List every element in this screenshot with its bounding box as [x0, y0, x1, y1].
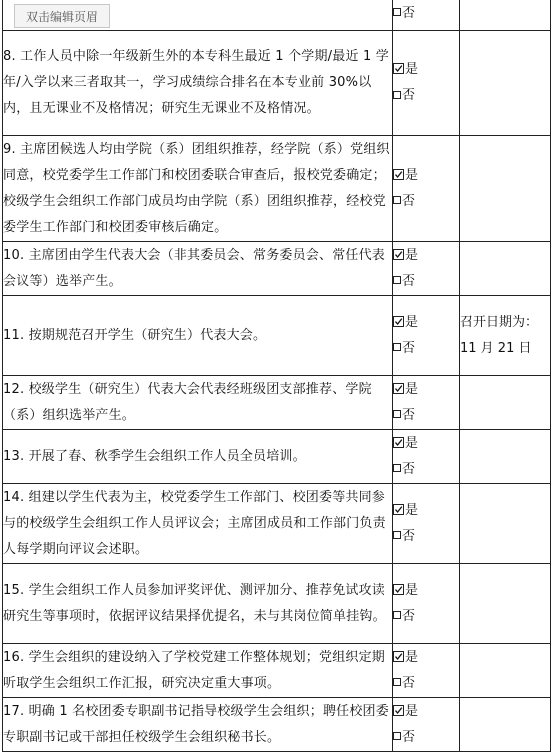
note-cell	[460, 564, 551, 644]
table-row	[3, 136, 551, 242]
checked-box-icon	[393, 584, 404, 595]
check-cell	[393, 242, 460, 296]
option-no[interactable]: 否	[393, 83, 459, 109]
checked-box-icon	[393, 651, 404, 662]
meeting-date-note: 召开日期为：11 月 21 日	[460, 296, 551, 376]
option-no[interactable]: 否	[393, 1, 459, 27]
note-cell	[460, 644, 551, 698]
unchecked-box-icon	[393, 611, 401, 619]
note-cell	[460, 430, 551, 484]
unchecked-box-icon	[393, 8, 401, 16]
requirement-text: 15. 学生会组织工作人员参加评奖评优、测评加分、推荐免试攻读研究生等事项时，依据评议结果择优提名，未与其岗位简单挂钩。	[3, 564, 393, 644]
requirements-table	[2, 0, 551, 752]
option-no[interactable]: 否	[393, 524, 459, 550]
note-cell	[460, 136, 551, 242]
check-cell	[393, 31, 460, 136]
note-cell	[460, 242, 551, 296]
option-yes[interactable]: 是	[393, 377, 459, 403]
checked-box-icon	[393, 437, 404, 448]
requirement-text: 14. 组建以学生代表为主，校党委学生工作部门、校团委等共同参与的校级学生会组织工作人员评议会；主席团成员和工作部门负责人每学期向评议会述职。	[3, 484, 393, 564]
option-yes[interactable]: 是	[393, 163, 459, 189]
note-cell	[460, 698, 551, 752]
option-yes[interactable]: 是	[393, 243, 459, 269]
table-row	[3, 644, 551, 698]
option-yes[interactable]: 是	[393, 699, 459, 725]
checked-box-icon	[393, 504, 404, 515]
table-row	[3, 430, 551, 484]
unchecked-box-icon	[393, 196, 401, 204]
requirement-text: 10. 主席团由学生代表大会（非其委员会、常务委员会、常任代表会议等）选举产生。	[3, 242, 393, 296]
option-no[interactable]: 否	[393, 604, 459, 630]
edit-header-button[interactable]: 双击编辑页眉	[14, 4, 110, 28]
option-yes[interactable]: 是	[393, 498, 459, 524]
requirement-text: 9. 主席团候选人均由学院（系）团组织推荐，经学院（系）党组织同意，校党委学生工作部门和校团委联合审查后，报校党委确定；校级学生会组织工作部门成员均由学院（系）团组织推荐，经校党委学生工作部门和校团委审核后确定。	[3, 136, 393, 242]
check-cell	[393, 644, 460, 698]
unchecked-box-icon	[393, 276, 401, 284]
checked-box-icon	[393, 705, 404, 716]
option-no[interactable]: 否	[393, 189, 459, 215]
requirement-text: 11. 按期规范召开学生（研究生）代表大会。	[3, 296, 393, 376]
note-cell	[460, 484, 551, 564]
checked-box-icon	[393, 63, 404, 74]
table-row	[3, 242, 551, 296]
check-cell	[393, 376, 460, 430]
option-no[interactable]: 否	[393, 403, 459, 429]
option-no[interactable]: 否	[393, 336, 459, 362]
option-yes[interactable]: 是	[393, 431, 459, 457]
option-yes[interactable]: 是	[393, 578, 459, 604]
table-row	[3, 31, 551, 136]
check-cell	[393, 0, 460, 31]
checked-box-icon	[393, 383, 404, 394]
table-row	[3, 698, 551, 752]
note-cell	[460, 0, 551, 31]
option-yes[interactable]: 是	[393, 57, 459, 83]
unchecked-box-icon	[393, 732, 401, 740]
requirement-text: 17. 明确 1 名校团委专职副书记指导校级学生会组织；聘任校团委专职副书记或干部担任校级学生会组织秘书长。	[3, 698, 393, 752]
checked-box-icon	[393, 169, 404, 180]
requirement-text: 12. 校级学生（研究生）代表大会代表经班级团支部推荐、学院（系）组织选举产生。	[3, 376, 393, 430]
option-no[interactable]: 否	[393, 269, 459, 295]
requirement-text: 13. 开展了春、秋季学生会组织工作人员全员培训。	[3, 430, 393, 484]
note-cell	[460, 376, 551, 430]
option-no[interactable]: 否	[393, 725, 459, 751]
option-no[interactable]: 否	[393, 671, 459, 697]
check-cell	[393, 430, 460, 484]
check-cell	[393, 136, 460, 242]
unchecked-box-icon	[393, 464, 401, 472]
option-yes[interactable]: 是	[393, 310, 459, 336]
check-cell	[393, 484, 460, 564]
unchecked-box-icon	[393, 410, 401, 418]
checked-box-icon	[393, 249, 404, 260]
requirement-text: 16. 学生会组织的建设纳入了学校党建工作整体规划；党组织定期听取学生会组织工作汇报，研究决定重大事项。	[3, 644, 393, 698]
option-no[interactable]: 否	[393, 457, 459, 483]
check-cell	[393, 296, 460, 376]
table-row	[3, 296, 551, 376]
check-cell	[393, 564, 460, 644]
unchecked-box-icon	[393, 343, 401, 351]
table-row	[3, 376, 551, 430]
requirement-text: 8. 工作人员中除一年级新生外的本专科生最近 1 个学期/最近 1 学年/入学以来三者取其一，学习成绩综合排名在本专业前 30%以内，且无课业不及格情况；研究生无课业不及格情况。	[3, 31, 393, 136]
unchecked-box-icon	[393, 531, 401, 539]
table-row	[3, 484, 551, 564]
note-cell	[460, 31, 551, 136]
unchecked-box-icon	[393, 678, 401, 686]
option-yes[interactable]: 是	[393, 645, 459, 671]
check-cell	[393, 698, 460, 752]
table-row	[3, 564, 551, 644]
checked-box-icon	[393, 316, 404, 327]
unchecked-box-icon	[393, 91, 401, 99]
